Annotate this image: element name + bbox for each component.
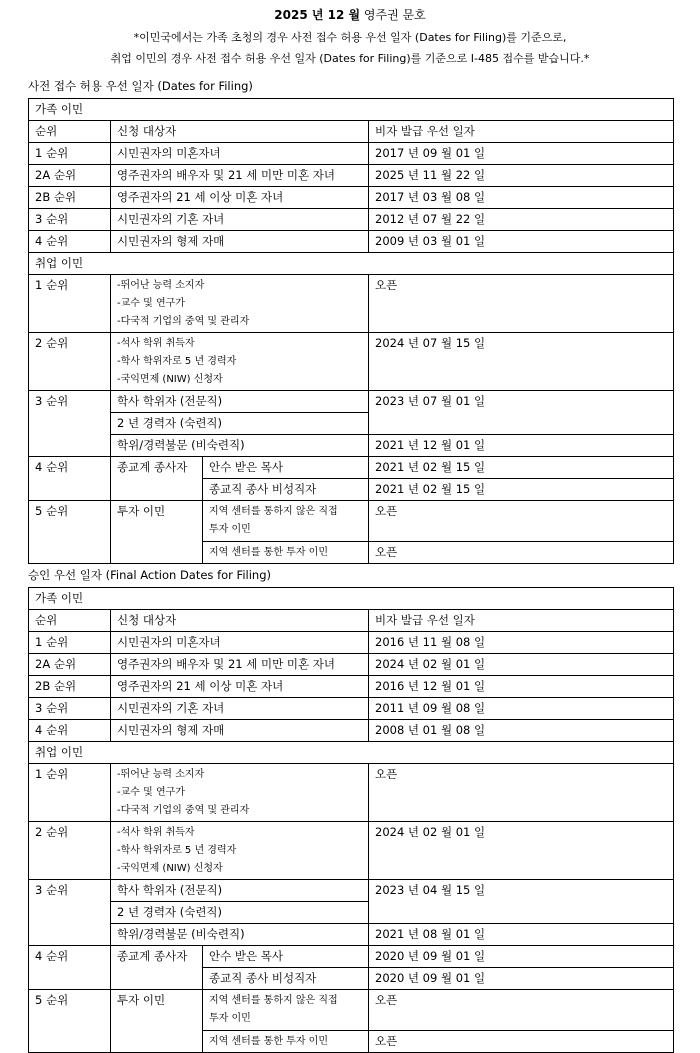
target-cell (203, 542, 369, 564)
target-list-cell (111, 764, 369, 822)
rank-cell: 1 순위 (29, 764, 111, 822)
target-cell: 시민권자의 형제 자매 (111, 720, 369, 742)
list-item: -뛰어난 능력 소지자 (117, 769, 205, 780)
table-row (29, 231, 674, 253)
rank-cell: 2B 순위 (29, 676, 111, 698)
table-row (29, 632, 674, 654)
table-row (29, 698, 674, 720)
employment-section-row (29, 742, 674, 764)
date-cell: 오픈 (369, 501, 674, 542)
target-cell: 시민권자의 형제 자매 (111, 231, 369, 253)
table-row (29, 501, 674, 542)
table-row (29, 275, 674, 333)
target-cell: 학위/경력불문 (비숙련직) (111, 435, 369, 457)
title-text: 영주권 문호 (360, 8, 426, 22)
date-cell: 오픈 (369, 542, 674, 564)
title-month: 2025 년 12 월 (274, 8, 361, 22)
date-cell: 2023 년 07 월 01 일 (369, 391, 674, 435)
date-cell: 2016 년 11 월 08 일 (369, 632, 674, 654)
rank-cell: 1 순위 (29, 275, 111, 333)
date-cell: 2020 년 09 월 01 일 (369, 946, 674, 968)
document-title (0, 6, 700, 23)
date-cell: 2025 년 11 월 22 일 (369, 165, 674, 187)
date-cell: 2011 년 09 월 08 일 (369, 698, 674, 720)
date-cell: 2024 년 07 월 15 일 (369, 333, 674, 391)
date-cell: 2021 년 02 월 15 일 (369, 479, 674, 501)
list-item: -학사 학위자로 5 년 경력자 (117, 845, 237, 856)
table-row (29, 654, 674, 676)
section-title: 사전 접수 허용 우선 일자 (Dates for Filing) (28, 79, 253, 93)
header-row (29, 610, 674, 632)
date-cell: 오픈 (369, 275, 674, 333)
target-cell: 시민권자의 미혼자녀 (111, 143, 369, 165)
rank-cell: 3 순위 (29, 880, 111, 946)
rank-cell: 2 순위 (29, 333, 111, 391)
target-cell (203, 990, 369, 1031)
target-line: 지역 센터를 통하지 않은 직접 (209, 995, 338, 1006)
table-row (29, 209, 674, 231)
table-row (29, 924, 674, 946)
header-date: 비자 발급 우선 일자 (369, 121, 674, 143)
rank-cell: 2B 순위 (29, 187, 111, 209)
date-cell: 오픈 (369, 990, 674, 1031)
category-cell: 종교계 종사자 (111, 946, 203, 990)
target-list-cell (111, 822, 369, 880)
family-label: 가족 이민 (29, 588, 674, 610)
rank-cell: 4 순위 (29, 457, 111, 501)
employment-section-row (29, 253, 674, 275)
note-line-2: 취업 이민의 경우 사전 접수 허용 우선 일자 (Dates for Filing)를 기준으로 I-485 접수를 받습니다.* (110, 52, 590, 65)
list-item: -석사 학위 취득자 (117, 338, 195, 349)
target-cell (203, 1031, 369, 1053)
target-cell: 영주권자의 21 세 이상 미혼 자녀 (111, 676, 369, 698)
target-list-cell (111, 275, 369, 333)
empty-cell (29, 1031, 111, 1053)
header-target: 신청 대상자 (111, 610, 369, 632)
category-cell: 투자 이민 (111, 990, 203, 1031)
list-item: -국익면제 (NIW) 신청자 (117, 374, 223, 385)
date-cell: 2021 년 02 월 15 일 (369, 457, 674, 479)
header-date: 비자 발급 우선 일자 (369, 610, 674, 632)
date-cell: 2017 년 09 월 01 일 (369, 143, 674, 165)
date-cell: 2021 년 08 월 01 일 (369, 924, 674, 946)
list-item: -다국적 기업의 중역 및 관리자 (117, 805, 250, 816)
target-cell: 학사 학위자 (전문직) (111, 391, 369, 413)
list-item: -뛰어난 능력 소지자 (117, 280, 205, 291)
list-item: -국익면제 (NIW) 신청자 (117, 863, 223, 874)
empty-cell (111, 542, 203, 564)
date-cell: 2008 년 01 월 08 일 (369, 720, 674, 742)
target-cell: 학위/경력불문 (비숙련직) (111, 924, 369, 946)
rank-cell: 4 순위 (29, 231, 111, 253)
category-cell: 종교계 종사자 (111, 457, 203, 501)
rank-cell: 2 순위 (29, 822, 111, 880)
priority-date-table (28, 98, 674, 564)
priority-date-table (28, 587, 674, 1053)
employment-label: 취업 이민 (29, 742, 674, 764)
list-item: -석사 학위 취득자 (117, 827, 195, 838)
rank-cell: 4 순위 (29, 720, 111, 742)
table-row (29, 333, 674, 391)
rank-cell: 3 순위 (29, 209, 111, 231)
family-section-row (29, 99, 674, 121)
target-line: 투자 이민 (209, 524, 251, 535)
header-rank: 순위 (29, 610, 111, 632)
target-cell (203, 501, 369, 542)
header-target: 신청 대상자 (111, 121, 369, 143)
date-cell: 오픈 (369, 764, 674, 822)
target-cell: 학사 학위자 (전문직) (111, 880, 369, 902)
date-cell: 2021 년 12 월 01 일 (369, 435, 674, 457)
target-cell: 시민권자의 기혼 자녀 (111, 209, 369, 231)
table-row (29, 187, 674, 209)
rank-cell: 3 순위 (29, 698, 111, 720)
category-cell: 투자 이민 (111, 501, 203, 542)
target-line: 지역 센터를 통한 투자 이민 (209, 1036, 328, 1047)
rank-cell: 1 순위 (29, 632, 111, 654)
target-list-cell (111, 333, 369, 391)
table-row (29, 143, 674, 165)
date-cell: 2024 년 02 월 01 일 (369, 654, 674, 676)
target-cell: 종교직 종사 비성직자 (203, 479, 369, 501)
date-cell: 오픈 (369, 1031, 674, 1053)
list-item: -교수 및 연구가 (117, 298, 185, 309)
rank-cell: 2A 순위 (29, 165, 111, 187)
date-cell: 2016 년 12 월 01 일 (369, 676, 674, 698)
table-row (29, 764, 674, 822)
rank-cell: 1 순위 (29, 143, 111, 165)
table-row (29, 391, 674, 413)
family-section-row (29, 588, 674, 610)
employment-label: 취업 이민 (29, 253, 674, 275)
target-cell: 종교직 종사 비성직자 (203, 968, 369, 990)
header-rank: 순위 (29, 121, 111, 143)
table-row (29, 1031, 674, 1053)
date-cell: 2009 년 03 월 01 일 (369, 231, 674, 253)
target-cell: 시민권자의 미혼자녀 (111, 632, 369, 654)
table-row (29, 676, 674, 698)
list-item: -다국적 기업의 중역 및 관리자 (117, 316, 250, 327)
rank-cell: 5 순위 (29, 990, 111, 1031)
date-cell: 2012 년 07 월 22 일 (369, 209, 674, 231)
table-row (29, 720, 674, 742)
list-item: -학사 학위자로 5 년 경력자 (117, 356, 237, 367)
rank-cell: 5 순위 (29, 501, 111, 542)
list-item: -교수 및 연구가 (117, 787, 185, 798)
table-row (29, 165, 674, 187)
target-cell: 영주권자의 배우자 및 21 세 미만 미혼 자녀 (111, 165, 369, 187)
family-label: 가족 이민 (29, 99, 674, 121)
target-cell: 2 년 경력자 (숙련직) (111, 902, 369, 924)
target-cell: 영주권자의 21 세 이상 미혼 자녀 (111, 187, 369, 209)
empty-cell (111, 1031, 203, 1053)
target-line: 지역 센터를 통한 투자 이민 (209, 547, 328, 558)
note-line-1: *이민국에서는 가족 초청의 경우 사전 접수 허용 우선 일자 (Dates for Filing)를 기준으로, (133, 31, 567, 44)
date-cell: 2023 년 04 월 15 일 (369, 880, 674, 924)
target-cell: 안수 받은 목사 (203, 457, 369, 479)
table-row (29, 457, 674, 479)
empty-cell (29, 542, 111, 564)
table-row (29, 435, 674, 457)
rank-cell: 2A 순위 (29, 654, 111, 676)
target-line: 지역 센터를 통하지 않은 직접 (209, 506, 338, 517)
target-cell: 시민권자의 기혼 자녀 (111, 698, 369, 720)
section-title: 승인 우선 일자 (Final Action Dates for Filing) (28, 568, 271, 582)
table-row (29, 880, 674, 902)
rank-cell: 3 순위 (29, 391, 111, 457)
table-row (29, 822, 674, 880)
date-cell: 2017 년 03 월 08 일 (369, 187, 674, 209)
target-cell: 2 년 경력자 (숙련직) (111, 413, 369, 435)
table-row (29, 990, 674, 1031)
table-row (29, 542, 674, 564)
date-cell: 2024 년 02 월 01 일 (369, 822, 674, 880)
date-cell: 2020 년 09 월 01 일 (369, 968, 674, 990)
rank-cell: 4 순위 (29, 946, 111, 990)
header-row (29, 121, 674, 143)
target-line: 투자 이민 (209, 1013, 251, 1024)
target-cell: 안수 받은 목사 (203, 946, 369, 968)
target-cell: 영주권자의 배우자 및 21 세 미만 미혼 자녀 (111, 654, 369, 676)
table-row (29, 946, 674, 968)
